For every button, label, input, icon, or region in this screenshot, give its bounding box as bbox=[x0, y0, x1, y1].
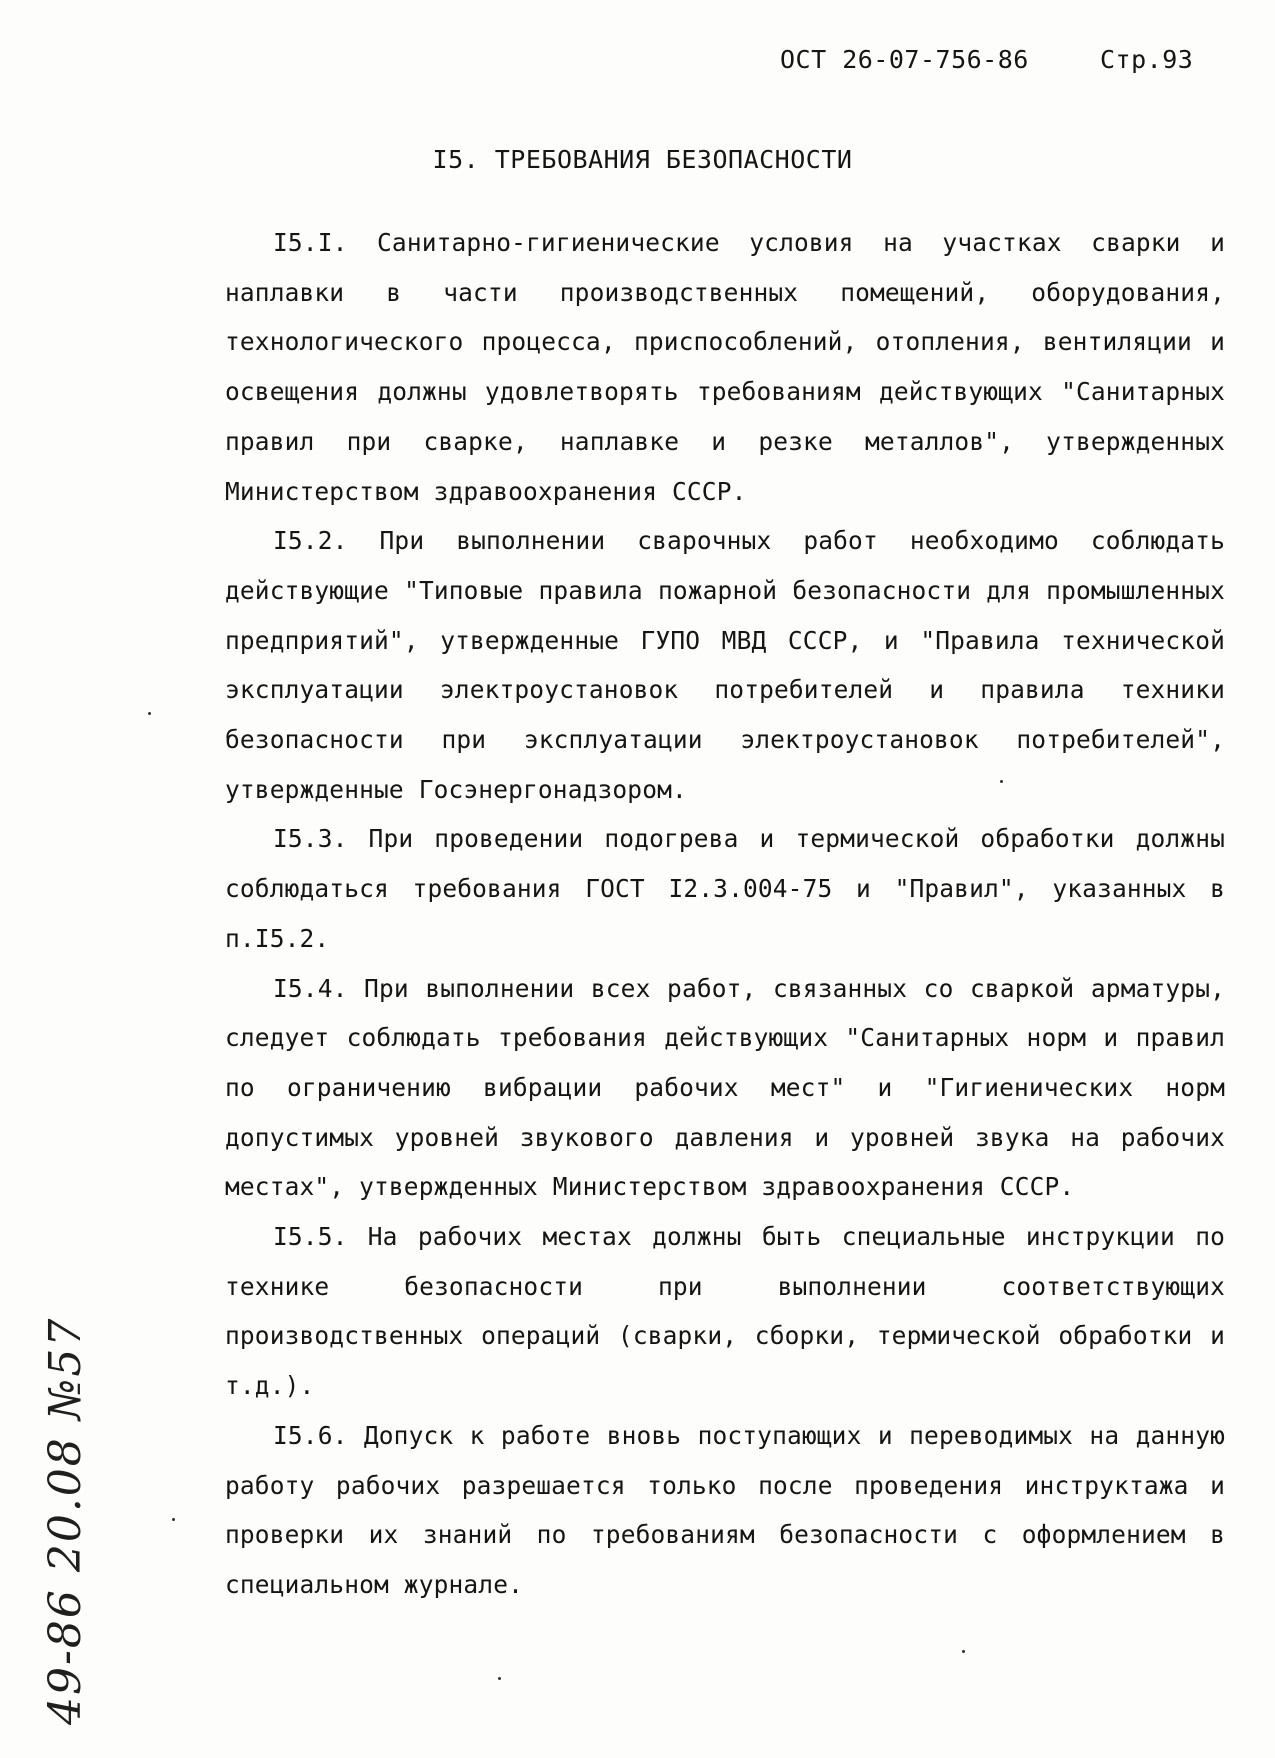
paragraph-15-1: I5.I. Санитарно-гигиенические условия на участках сварки и наплавки в части производственных помещений, оборудования, технологического процесса, приспособлений, отопления, вентиляции и освещения должны удовлетворять требованиям действующих "Санитарных правил при сварке, наплавке и резке металлов", утвержденных Министерством здравоохранения СССР. bbox=[225, 228, 1225, 506]
paragraph-15-2: I5.2. При выполнении сварочных работ необходимо соблюдать действующие "Типовые правила пожарной безопасности для промышленных предприятий", утвержденные ГУПО МВД СССР, и "Правила технической эксплуатации электроустановок потребителей и правила техники безопасности при эксплуатации электроустановок потребителей", утвержденные Госэнергонадзором. bbox=[225, 526, 1225, 804]
scan-speck bbox=[962, 1650, 965, 1653]
paragraph-15-5: I5.5. На рабочих местах должны быть специальные инструкции по технике безопасности при выполнении соответствующих производственных операций (сварки, сборки, термической обработки и т.д.). bbox=[225, 1222, 1225, 1401]
scan-speck bbox=[498, 1677, 501, 1680]
paragraph-15-3: I5.3. При проведении подогрева и термической обработки должны соблюдаться требования ГОСТ I2.3.004-75 и "Правил", указанных в п.I5.2. bbox=[225, 824, 1225, 953]
page-number: Стр.93 bbox=[1100, 45, 1194, 74]
paragraph-15-6: I5.6. Допуск к работе вновь поступающих и переводимых на данную работу рабочих разрешается только после проведения инструктажа и проверки их знаний по требованиям безопасности с оформлением в специальном журнале. bbox=[225, 1420, 1225, 1599]
section-body bbox=[225, 218, 1225, 1610]
paragraph-15-4: I5.4. При выполнении всех работ, связанных со сваркой арматуры, следует соблюдать требования действующих "Санитарных норм и правил по ограничению вибрации рабочих мест" и "Гигиенических норм допустимых уровней звукового давления и уровней звука на рабочих местах", утвержденных Министерством здравоохранения СССР. bbox=[225, 973, 1225, 1202]
page-header bbox=[780, 45, 1210, 81]
handwritten-registration-note: 49-86 20.08 №57 bbox=[40, 1316, 91, 1725]
section-title: I5. ТРЕБОВАНИЯ БЕЗОПАСНОСТИ bbox=[432, 145, 853, 174]
scan-speck bbox=[172, 1518, 175, 1521]
scan-speck bbox=[148, 712, 151, 715]
scan-speck bbox=[1000, 780, 1003, 783]
document-code: ОСТ 26-07-756-86 bbox=[780, 45, 1029, 74]
